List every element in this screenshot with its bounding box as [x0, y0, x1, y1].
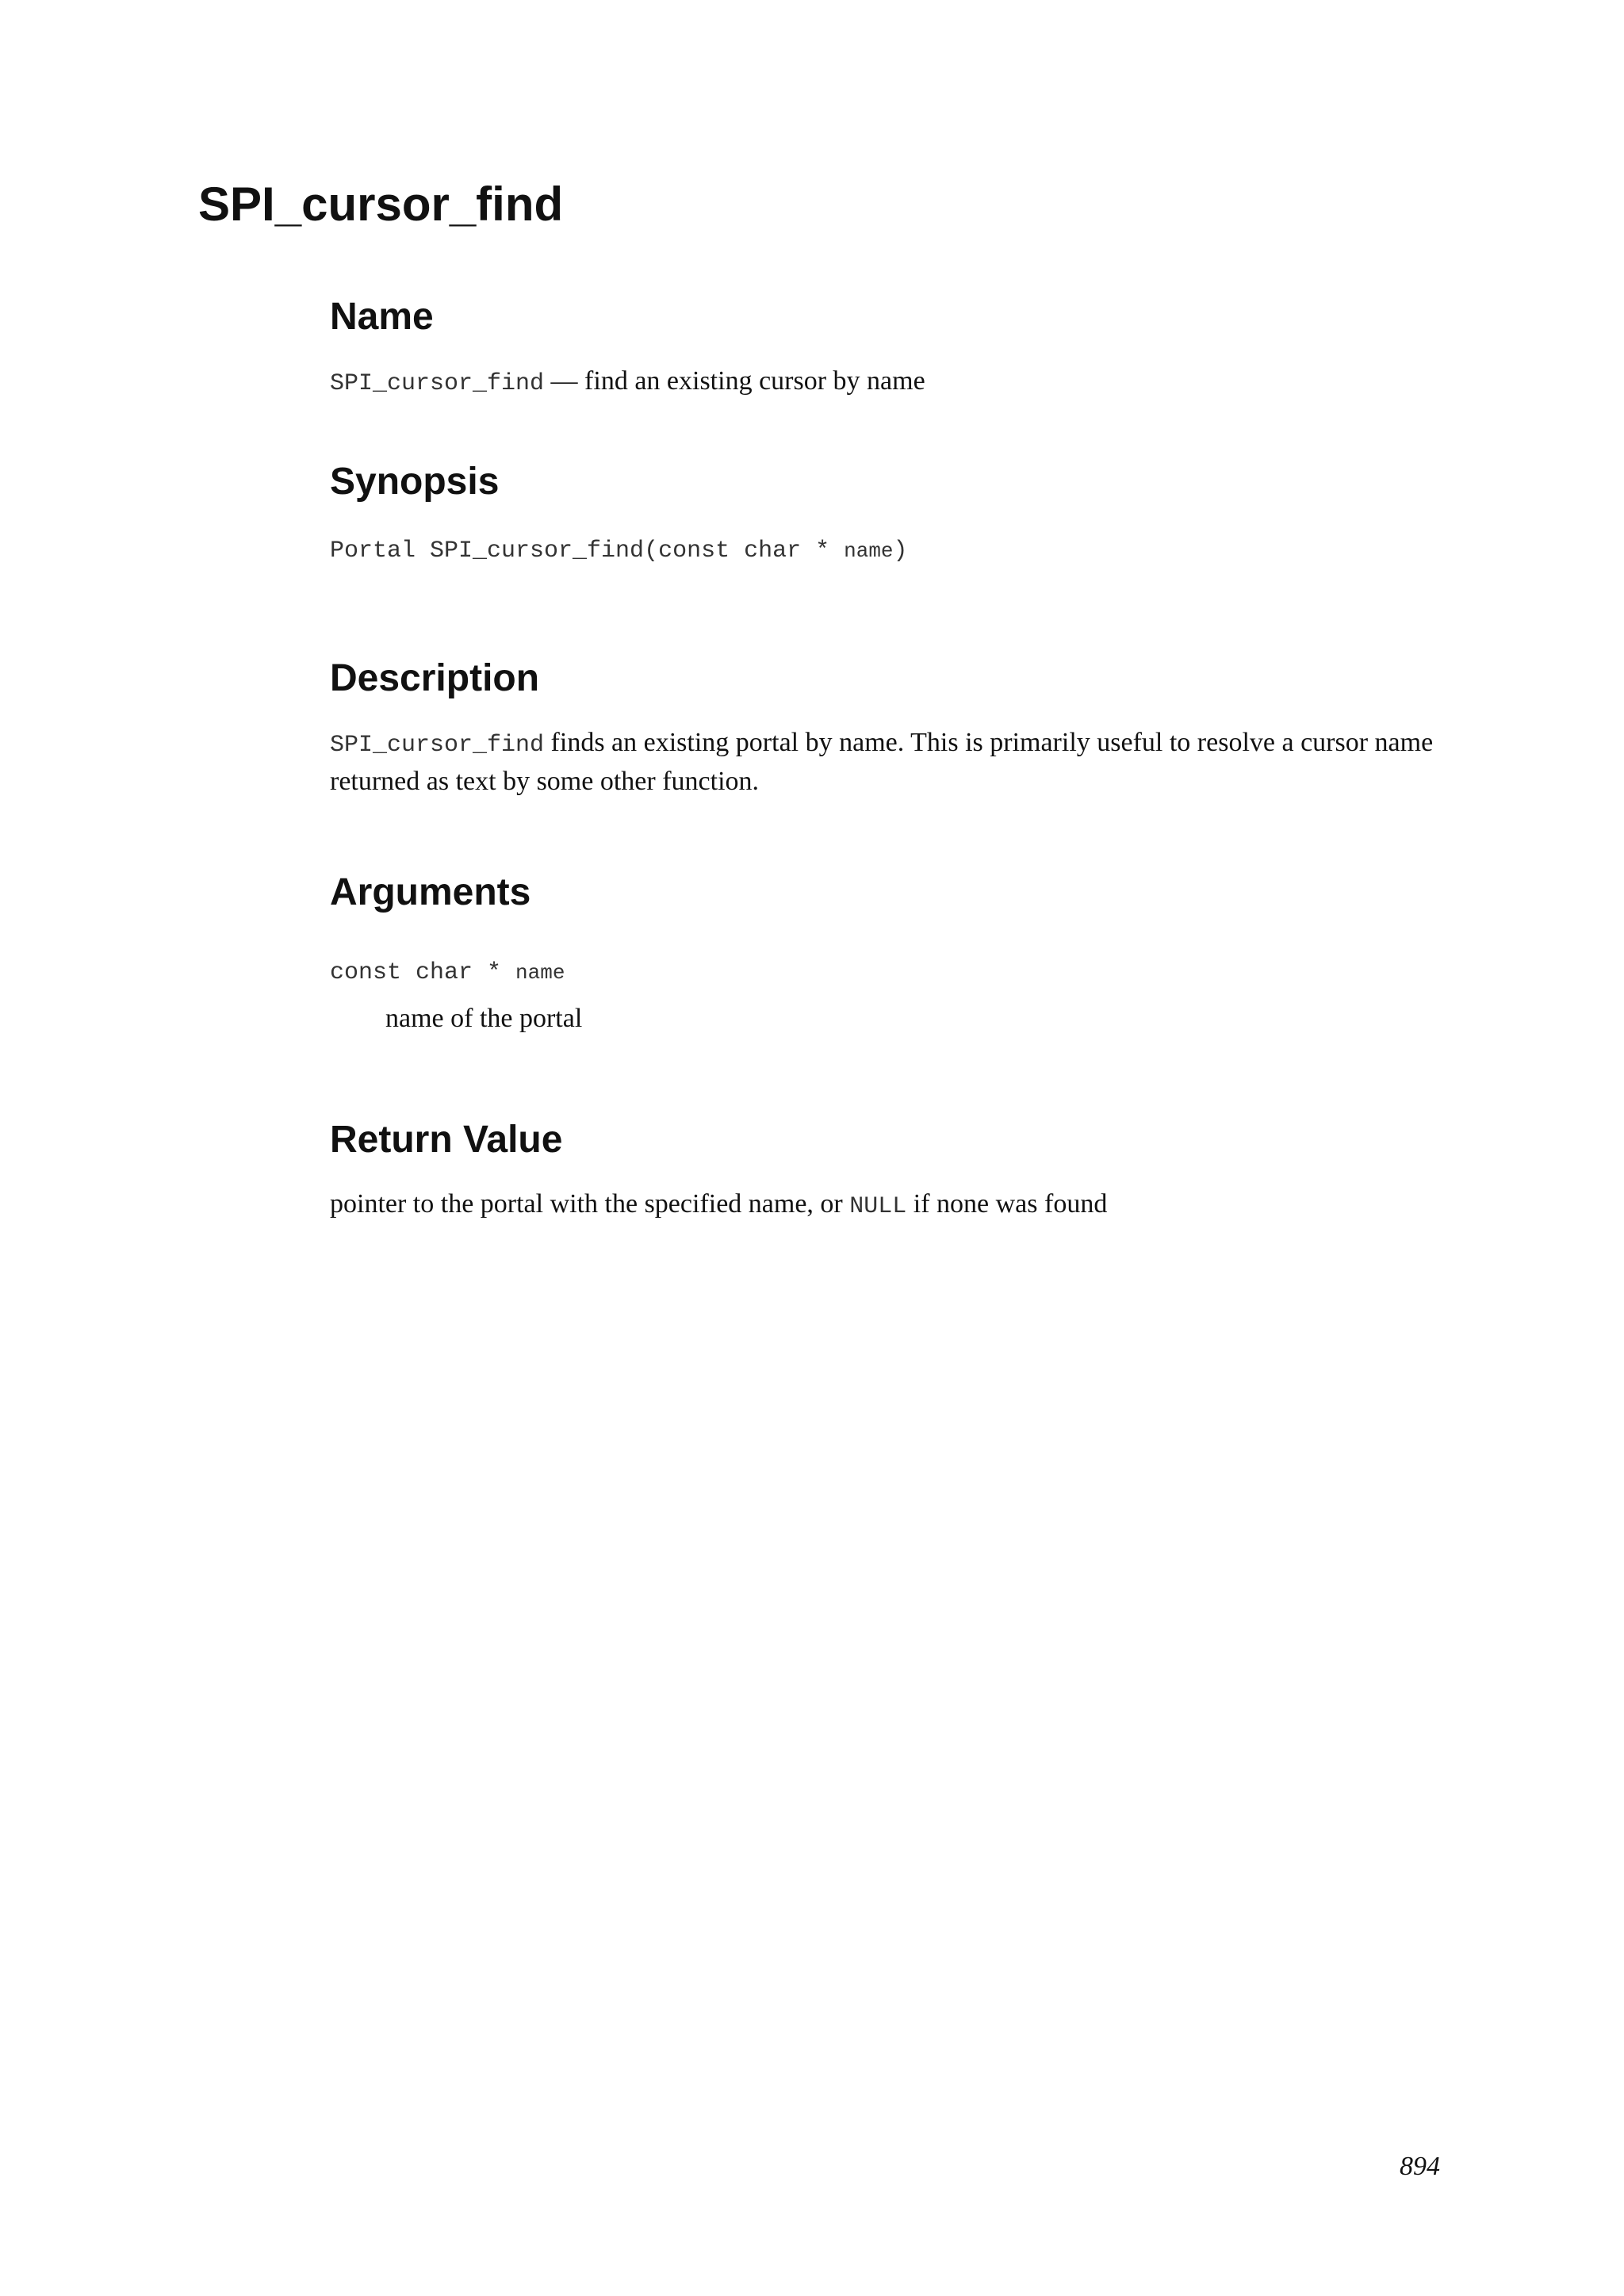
description-function-code: SPI_cursor_find: [330, 732, 545, 759]
argument-term-param: name: [515, 961, 565, 985]
synopsis-section: [330, 461, 1440, 564]
return-text-after: if none was found: [906, 1189, 1108, 1219]
name-summary-text: — find an existing cursor by name: [544, 366, 925, 396]
argument-term: [330, 959, 565, 986]
page-number: 894: [1400, 2152, 1440, 2181]
return-value-section: [330, 1119, 1440, 1220]
arguments-heading: Arguments: [330, 871, 531, 913]
function-name-code: SPI_cursor_find: [330, 370, 545, 397]
description-section: [330, 657, 1440, 796]
page-title: SPI_cursor_find: [198, 178, 564, 231]
synopsis-code: [330, 538, 908, 564]
return-text-before: pointer to the portal with the specified name, or: [330, 1189, 850, 1219]
description-paragraph: [330, 725, 1440, 799]
argument-term-prefix: const char *: [330, 959, 516, 986]
synopsis-code-suffix: ): [893, 538, 908, 564]
description-text: finds an existing portal by name. This is primarily useful to resolve a cursor name returned as text by some other function.: [330, 728, 1434, 796]
synopsis-code-prefix: Portal SPI_cursor_find(const char *: [330, 538, 845, 564]
name-heading: Name: [330, 296, 434, 338]
name-summary: [330, 363, 925, 402]
null-literal-code: NULL: [849, 1193, 907, 1220]
synopsis-code-param: name: [844, 539, 894, 563]
synopsis-heading: Synopsis: [330, 461, 500, 503]
description-heading: Description: [330, 657, 540, 699]
arguments-section: [330, 871, 1440, 1033]
name-section: [330, 296, 1440, 397]
argument-description: name of the portal: [385, 1004, 583, 1033]
return-value-text: [330, 1186, 1107, 1225]
return-value-heading: Return Value: [330, 1119, 563, 1161]
